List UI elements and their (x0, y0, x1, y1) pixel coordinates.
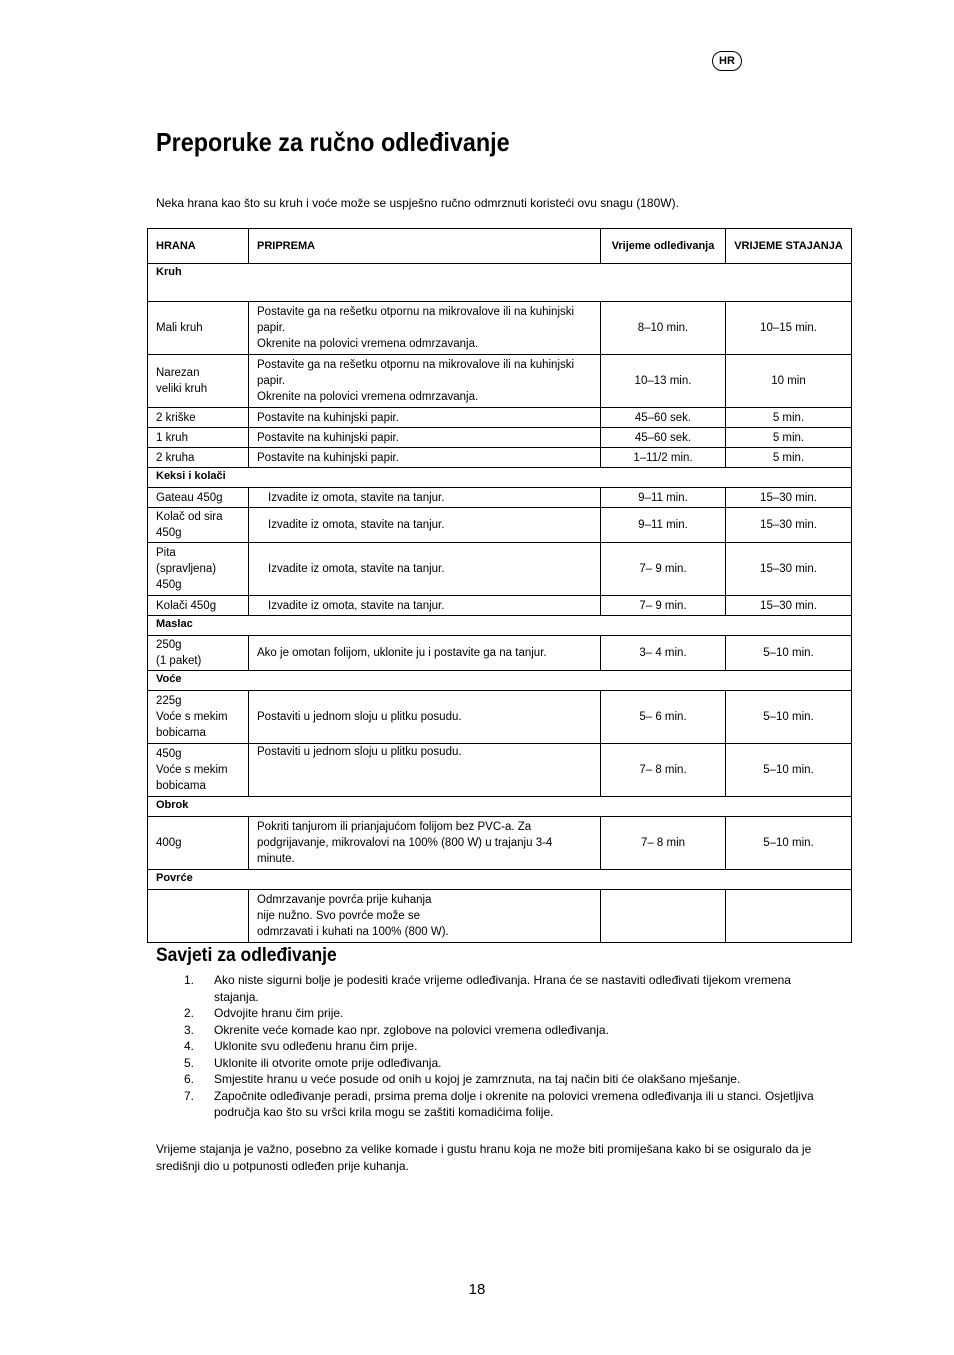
table-header-row (148, 229, 852, 264)
language-badge: HR (712, 51, 742, 71)
preparation-cell: Odmrzavanje povrća prije kuhanja nije nužno. Svo povrće može se odmrzavati i kuhati na 100% (800 W). (249, 890, 601, 943)
tips-list (156, 972, 816, 1121)
preparation-cell: Postavite na kuhinjski papir. (249, 408, 601, 428)
defrost-time-cell: 45–60 sek. (601, 428, 726, 448)
category-row (148, 870, 852, 890)
table-row (148, 890, 852, 943)
standing-time-cell: 15–30 min. (726, 488, 852, 508)
column-header: Vrijeme odleđivanja (601, 229, 726, 264)
tip-number: 6. (184, 1072, 195, 1086)
tip-number: 5. (184, 1055, 195, 1070)
defrost-time-cell: 7– 9 min. (601, 596, 726, 616)
table-row (148, 508, 852, 543)
tip-text: Smjestite hranu u veće posude od onih u kojoj je zamrznuta, na taj način biti će olakšano mješanje. (214, 1072, 741, 1086)
tip-text: Uklonite ili otvorite omote prije odleđivanja. (214, 1055, 442, 1070)
standing-time-cell: 5 min. (726, 448, 852, 468)
preparation-cell: Postaviti u jednom sloju u plitku posudu. (249, 744, 601, 797)
preparation-cell: Postavite na kuhinjski papir. (249, 448, 601, 468)
preparation-cell: Izvadite iz omota, stavite na tanjur. (249, 543, 601, 596)
standing-time-note: Vrijeme stajanja je važno, posebno za velike komade i gustu hranu koja ne može biti promiješana kako bi se osiguralo da je središnji dio u potpunosti odleđen prije kuhanja. (156, 1142, 812, 1173)
food-cell: Mali kruh (148, 302, 249, 355)
food-cell: 225g Voće s mekim bobicama (148, 691, 249, 744)
food-cell: 450g Voće s mekim bobicama (148, 744, 249, 797)
category-row (148, 797, 852, 817)
tip-item (156, 1022, 816, 1039)
column-header: HRANA (148, 229, 249, 264)
preparation-cell: Postaviti u jednom sloju u plitku posudu. (249, 691, 601, 744)
food-cell: Kolač od sira 450g (148, 508, 249, 543)
tip-number: 2. (184, 1006, 195, 1020)
standing-time-cell (726, 890, 852, 943)
column-header: VRIJEME STAJANJA (726, 229, 852, 264)
defrost-time-cell: 1–11/2 min. (601, 448, 726, 468)
food-cell: Gateau 450g (148, 488, 249, 508)
table-row (148, 691, 852, 744)
standing-time-cell: 5–10 min. (726, 817, 852, 870)
page-title: Preporuke za ručno odleđivanje (156, 127, 510, 157)
table-row (148, 488, 852, 508)
food-cell: 250g (1 paket) (148, 636, 249, 671)
table-row (148, 302, 852, 355)
preparation-cell: Postavite ga na rešetku otpornu na mikrovalove ili na kuhinjski papir. Okrenite na polovici vremena odmrzavanja. (249, 302, 601, 355)
defrost-time-cell: 8–10 min. (601, 302, 726, 355)
standing-time-cell: 15–30 min. (726, 596, 852, 616)
preparation-cell: Izvadite iz omota, stavite na tanjur. (249, 508, 601, 543)
category-label: Kruh (148, 264, 852, 302)
preparation-cell: Izvadite iz omota, stavite na tanjur. (249, 596, 601, 616)
tip-item (156, 1088, 816, 1121)
defrost-time-cell: 7– 8 min (601, 817, 726, 870)
defrost-table (147, 228, 852, 943)
tip-item (156, 1071, 816, 1088)
tips-title: Savjeti za odleđivanje (156, 945, 337, 966)
standing-time-cell: 15–30 min. (726, 543, 852, 596)
defrost-time-cell: 7– 9 min. (601, 543, 726, 596)
standing-time-cell: 5–10 min. (726, 744, 852, 797)
table-row (148, 596, 852, 616)
preparation-cell: Ako je omotan folijom, uklonite ju i postavite ga na tanjur. (249, 636, 601, 671)
table-row (148, 636, 852, 671)
food-cell (148, 890, 249, 943)
defrost-time-cell: 5– 6 min. (601, 691, 726, 744)
food-cell: 2 kriške (148, 408, 249, 428)
standing-time-cell: 5 min. (726, 408, 852, 428)
standing-time-cell: 15–30 min. (726, 508, 852, 543)
food-cell: 1 kruh (148, 428, 249, 448)
category-label: Povrće (148, 870, 852, 890)
defrost-time-cell: 7– 8 min. (601, 744, 726, 797)
tip-text: Okrenite veće komade kao npr. zglobove na polovici vremena odleđivanja. (214, 1022, 609, 1037)
table-row (148, 817, 852, 870)
table-row (148, 448, 852, 468)
defrost-time-cell: 3– 4 min. (601, 636, 726, 671)
tip-item (156, 1055, 816, 1072)
table-row (148, 744, 852, 797)
defrost-time-cell (601, 890, 726, 943)
standing-time-cell: 5–10 min. (726, 636, 852, 671)
page-number: 18 (468, 1281, 486, 1298)
category-label: Voće (148, 671, 852, 691)
table-row (148, 408, 852, 428)
preparation-cell: Izvadite iz omota, stavite na tanjur. (249, 488, 601, 508)
tip-number: 4. (184, 1039, 195, 1053)
food-cell: Pita (spravljena) 450g (148, 543, 249, 596)
defrost-time-cell: 9–11 min. (601, 488, 726, 508)
standing-time-cell: 10 min (726, 355, 852, 408)
category-row (148, 264, 852, 302)
category-row (148, 616, 852, 636)
tip-text: Odvojite hranu čim prije. (214, 1006, 344, 1020)
food-cell: Kolači 450g (148, 596, 249, 616)
category-label: Keksi i kolači (148, 468, 852, 488)
tip-text: Započnite odleđivanje peradi, prsima prema dolje i okrenite na polovici vremena odleđivanja ili u stanci. Osjetljiva područja kao što su vršci krila mogu se zaštiti komadićima folije. (214, 1088, 814, 1119)
defrost-time-cell: 10–13 min. (601, 355, 726, 408)
table-row (148, 355, 852, 408)
tip-number: 1. (184, 973, 195, 987)
tip-number: 3. (184, 1022, 195, 1037)
tip-item (156, 972, 816, 1005)
tip-text: Ako niste sigurni bolje je podesiti kraće vrijeme odleđivanja. Hrana će se nastaviti odleđivati tijekom vremena stajanja. (214, 973, 791, 1004)
preparation-cell: Postavite na kuhinjski papir. (249, 428, 601, 448)
tip-text: Uklonite svu odleđenu hranu čim prije. (214, 1039, 418, 1053)
table-row (148, 428, 852, 448)
standing-time-cell: 5–10 min. (726, 691, 852, 744)
standing-time-cell: 10–15 min. (726, 302, 852, 355)
tip-number: 7. (184, 1088, 195, 1103)
food-cell: Narezan veliki kruh (148, 355, 249, 408)
tip-item (156, 1005, 816, 1022)
food-cell: 2 kruha (148, 448, 249, 468)
standing-time-cell: 5 min. (726, 428, 852, 448)
category-row (148, 671, 852, 691)
food-cell: 400g (148, 817, 249, 870)
column-header: PRIPREMA (249, 229, 601, 264)
preparation-cell: Postavite ga na rešetku otpornu na mikrovalove ili na kuhinjski papir. Okrenite na polovici vremena odmrzavanja. (249, 355, 601, 408)
table-row (148, 543, 852, 596)
category-label: Obrok (148, 797, 852, 817)
preparation-cell: Pokriti tanjurom ili prianjajućom folijom bez PVC-a. Za podgrijavanje, mikrovalovi na 100% (800 W) u trajanju 3-4 minute. (249, 817, 601, 870)
defrost-time-cell: 9–11 min. (601, 508, 726, 543)
tip-item (156, 1038, 816, 1055)
defrost-time-cell: 45–60 sek. (601, 408, 726, 428)
intro-text: Neka hrana kao što su kruh i voće može se uspješno ručno odmrznuti koristeći ovu snagu (180W). (156, 196, 679, 210)
category-row (148, 468, 852, 488)
category-label: Maslac (148, 616, 852, 636)
